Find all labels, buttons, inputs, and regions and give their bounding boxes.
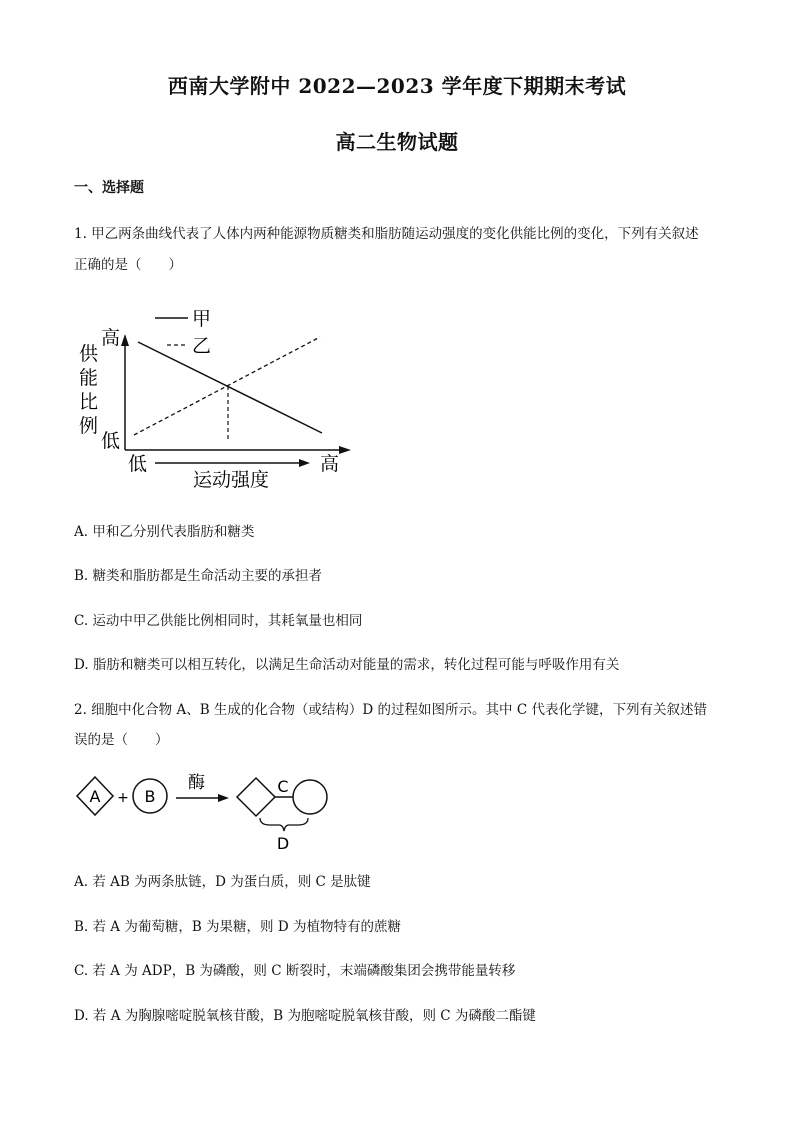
section-heading: 一、选择题 (74, 180, 144, 196)
reaction-arrow-head (218, 794, 229, 802)
exam-title: 西南大学附中 2022—2023 学年度下期期末考试 (167, 74, 627, 98)
question-1-option-d[interactable]: D. 脂肪和糖类可以相互转化，以满足生命活动对能量的需求，转化过程可能与呼吸作用有关 (74, 657, 620, 673)
bond-c-label: C (277, 777, 289, 796)
question-2-text-line1: 2. 细胞中化合物 A、B 生成的化合物（或结构）D 的过程如图所示。其中 C 代表化学键，下列有关叙述错 (74, 702, 707, 718)
product-circle (293, 780, 327, 814)
curve-jia-solid (138, 342, 322, 433)
y-axis-label-char: 能 (79, 367, 99, 389)
question-1-option-c[interactable]: C. 运动中甲乙供能比例相同时，其耗氧量也相同 (74, 613, 363, 629)
question-1-option-a[interactable]: A. 甲和乙分别代表脂肪和糖类 (74, 524, 255, 540)
compound-a-label: A (89, 787, 101, 806)
x-axis-high-label: 高 (320, 453, 340, 475)
question-1-text-line2: 正确的是（ ） (74, 257, 182, 273)
question-1-text-line1: 1. 甲乙两条曲线代表了人体内两种能源物质糖类和脂肪随运动强度的变化供能比例的变化，下列有关叙述 (74, 226, 699, 242)
x-axis-label-arrow (299, 459, 310, 467)
y-axis-low-label: 低 (101, 430, 121, 452)
y-axis-label-char: 比 (79, 391, 99, 413)
compound-b-label: B (144, 787, 156, 806)
product-d-label: D (276, 834, 290, 853)
question-2-option-a[interactable]: A. 若 AB 为两条肽链，D 为蛋白质，则 C 是肽键 (74, 874, 371, 890)
enzyme-label: 酶 (188, 773, 205, 793)
question-2-option-c[interactable]: C. 若 A 为 ADP，B 为磷酸，则 C 断裂时，末端磷酸集团会携带能量转移 (74, 963, 516, 979)
exam-subtitle: 高二生物试题 (335, 130, 459, 154)
question-1-option-b[interactable]: B. 糖类和脂肪都是生命活动主要的承担者 (74, 568, 323, 584)
product-d-brace (260, 818, 308, 831)
x-axis-label: 运动强度 (193, 469, 270, 491)
product-diamond (237, 778, 275, 816)
legend-solid-label: 甲 (192, 308, 212, 330)
question-2-option-d[interactable]: D. 若 A 为胸腺嘧啶脱氧核苷酸，B 为胞嘧啶脱氧核苷酸，则 C 为磷酸二酯键 (74, 1008, 536, 1024)
x-axis-low-label: 低 (128, 453, 148, 475)
question-1-figure (70, 300, 360, 500)
y-axis-arrow (121, 334, 129, 346)
question-2-text-line2: 误的是（ ） (74, 732, 169, 748)
x-axis-arrow (339, 446, 351, 454)
curve-yi-dashed (134, 337, 320, 435)
question-2-figure (70, 765, 340, 855)
y-axis-high-label: 高 (101, 327, 121, 349)
question-2-option-b[interactable]: B. 若 A 为葡萄糖，B 为果糖，则 D 为植物特有的蔗糖 (74, 919, 401, 935)
plus-sign: + (117, 790, 129, 806)
legend-dashed-label: 乙 (192, 335, 212, 357)
y-axis-label-char: 供 (79, 343, 99, 365)
y-axis-label-char: 例 (79, 415, 99, 437)
